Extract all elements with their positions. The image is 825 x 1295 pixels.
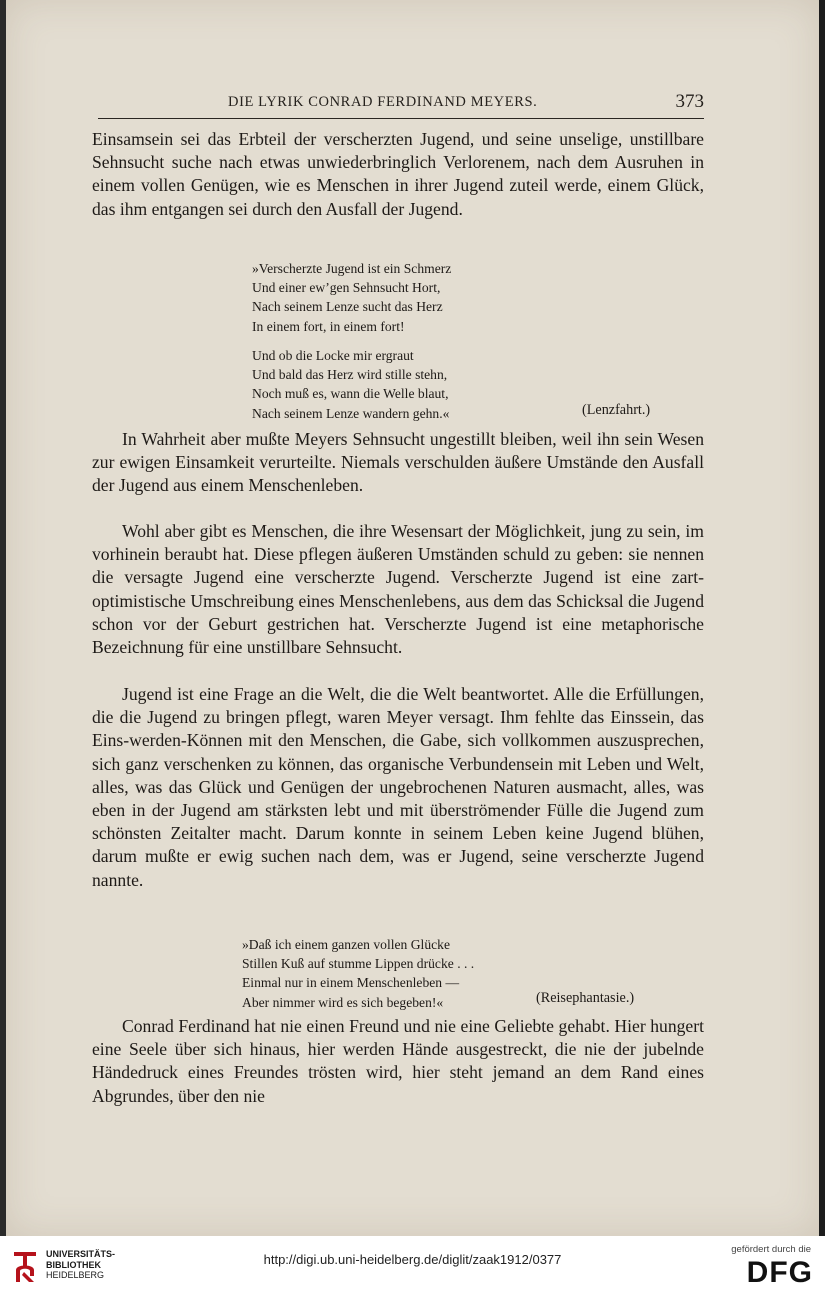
verse-line: Aber nimmer wird es sich begeben!« bbox=[242, 994, 444, 1010]
poem-2 bbox=[242, 935, 474, 1012]
poem-2-source: (Reisephantasie.) bbox=[536, 990, 635, 1006]
institution-line: HEIDELBERG bbox=[46, 1270, 105, 1280]
poem-1-stanza-2 bbox=[252, 346, 449, 423]
verse-line: In einem fort, in einem fort! bbox=[252, 318, 405, 334]
verse-line: »Verscherzte Jugend ist ein Schmerz bbox=[252, 261, 452, 276]
institution-line: UNIVERSITÄTS- bbox=[46, 1249, 116, 1259]
dfg-logo[interactable]: DFG bbox=[746, 1256, 813, 1289]
book-page bbox=[6, 0, 819, 1236]
verse-line: Und einer ew’gen Sehnsucht Hort, bbox=[252, 280, 441, 296]
poem-1-stanza-1 bbox=[252, 259, 451, 336]
verse-line: Noch muß es, wann die Welle blaut, bbox=[252, 386, 449, 402]
paragraph-3: Wohl aber gibt es Menschen, die ihre Wesensart der Möglichkeit, jung zu sein, im vorhinein beraubt hat. Diese pflegen äußeren Umständen schuld zu geben: sie nennen die versagte Jugend eine verscherzte Jugend. Verscherzte Jugend ist eine zart-optimistische Umschreibung eines Menschenlebens, aus dem das Schicksal die Jugend schon vor der Geburt gestrichen hat. Verscherzte Jugend ist eine metaphorische Bezeichnung für eine unstillbare Sehnsucht. bbox=[92, 521, 704, 658]
running-head: DIE LYRIK CONRAD FERDINAND MEYERS. bbox=[228, 94, 538, 110]
funded-by-label: gefördert durch die bbox=[731, 1244, 811, 1255]
page-edge bbox=[819, 0, 825, 1236]
verse-line: Und bald das Herz wird stille stehn, bbox=[252, 367, 448, 383]
permalink[interactable]: http://digi.ub.uni-heidelberg.de/diglit/zaak1912/0377 bbox=[263, 1252, 562, 1267]
verse-line: »Daß ich einem ganzen vollen Glücke bbox=[242, 937, 450, 952]
verse-line: Stillen Kuß auf stumme Lippen drücke . . . bbox=[242, 956, 475, 972]
page-header bbox=[98, 92, 704, 119]
verse-line: Nach seinem Lenze wandern gehn.« bbox=[252, 405, 450, 421]
verse-line: Einmal nur in einem Menschenleben — bbox=[242, 975, 460, 991]
paragraph-5: Conrad Ferdinand hat nie einen Freund und nie eine Geliebte gehabt. Hier hungert eine Seele über sich hinaus, hier werden Hände ausgestreckt, die nie der jubelnde Händedruck eines Freundes trösten wird, hier steht jemand an dem Rand eines Abgrundes, über den nie bbox=[92, 1016, 704, 1106]
paragraph-2: In Wahrheit aber mußte Meyers Sehnsucht ungestillt bleiben, weil ihn sein Wesen zur ewigen Einsamkeit verurteilte. Niemals verschulden äußere Umstände den Ausfall der Jugend aus einem Menschenleben. bbox=[92, 429, 704, 496]
viewer-footer bbox=[0, 1236, 825, 1295]
paragraph-1: Einsamsein sei das Erbteil der verscherzten Jugend, und seine unselige, unstillbare Sehnsucht suche nach etwas unwiederbringlich Verlorenem, nach dem Ausruhen in einem vollen Genügen, wie es Menschen in ihrer Jugend zuteil werde, einem Glück, das ihm entgangen sei durch den Ausfall der Jugend. bbox=[92, 129, 704, 219]
verse-line: Nach seinem Lenze sucht das Herz bbox=[252, 299, 443, 315]
paragraph-4: Jugend ist eine Frage an die Welt, die die Welt beantwortet. Alle die Erfüllungen, die die Jugend zu bringen pflegt, waren Meyer versagt. Ihm fehlte das Einssein, das Eins-werden-Können mit den Menschen, die Gabe, sich vollkommen auszusprechen, sich ganz verschenken zu können, das organische Verbundensein mit Leben und Welt, alles, was das Glück und Genügen der ungebrochenen Naturen ausmacht, alles, was eben in der Jugend am stärksten lebt und mit überströmender Fülle die Jugend zum schönsten Zeitalter macht. Darum konnte in seinem Leben keine Jugend blühen, darum mußte er ewig suchen nach dem, was er Jugend, seine verscherzte Jugend nannte. bbox=[92, 684, 704, 890]
page-number: 373 bbox=[675, 91, 704, 112]
institution-line: BIBLIOTHEK bbox=[46, 1259, 101, 1270]
poem-1-source: (Lenzfahrt.) bbox=[582, 402, 651, 418]
verse-line: Und ob die Locke mir ergraut bbox=[252, 348, 414, 363]
